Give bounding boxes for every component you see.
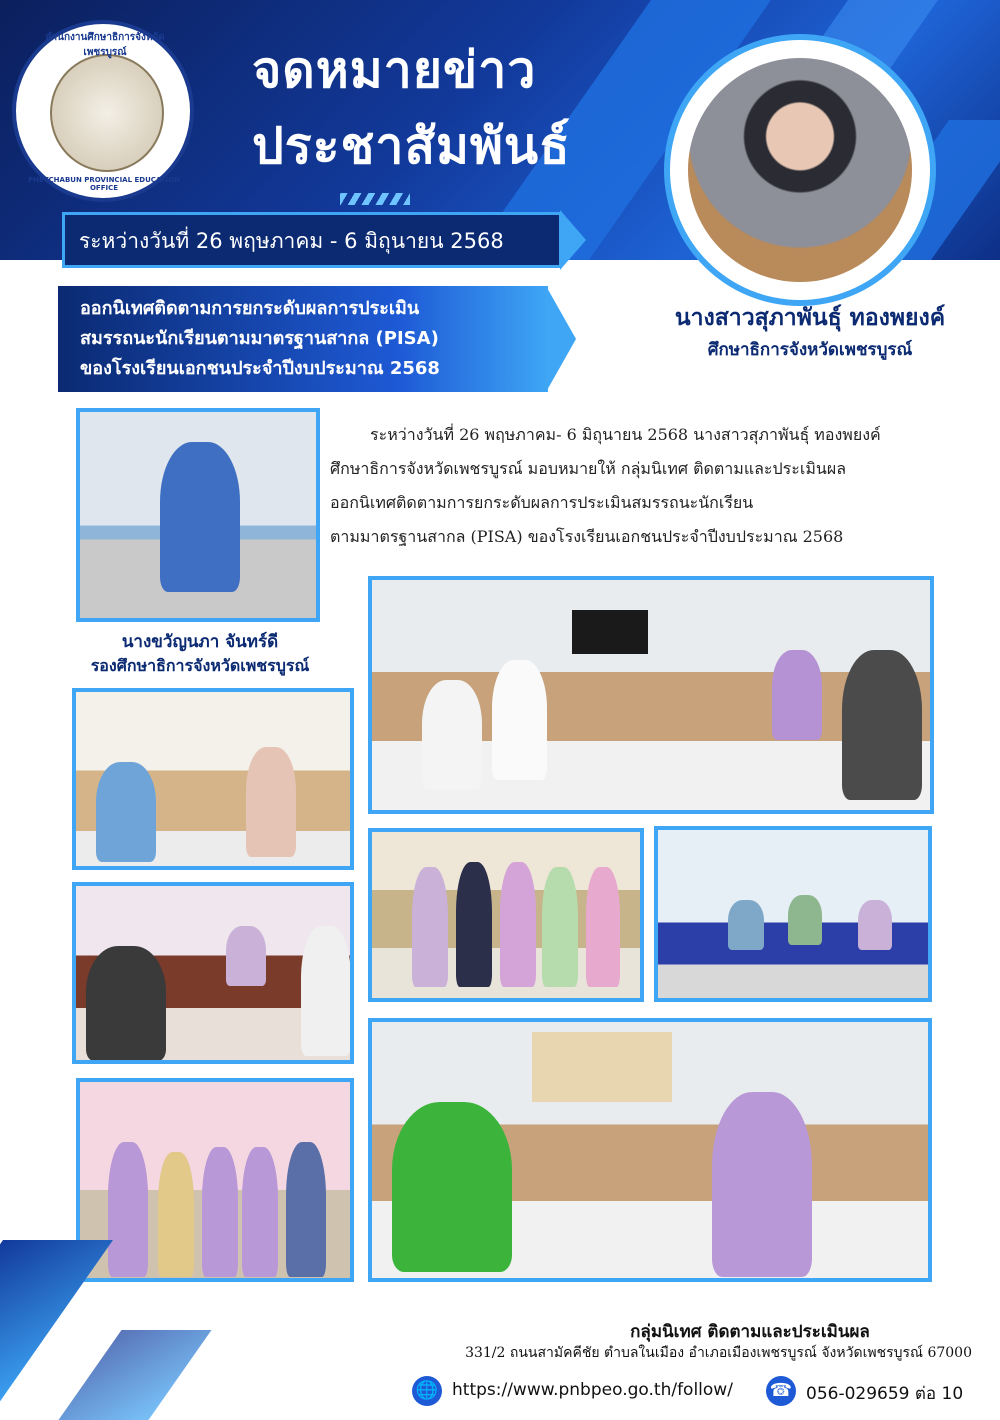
logo-text-en: PHETCHABUN PROVINCIAL EDUCATION OFFICE bbox=[28, 176, 180, 192]
topic-line-3: ของโรงเรียนเอกชนประจำปีงบประมาณ 2568 bbox=[80, 358, 440, 379]
meeting-photo-5 bbox=[368, 1018, 932, 1282]
topic-line-2: สมรรถนะนักเรียนตามมาตรฐานสากล (PISA) bbox=[80, 328, 439, 349]
person-figure bbox=[242, 1147, 278, 1277]
body-line-3: ออกนิเทศติดตามการยกระดับผลการประเมินสมรรถนะนักเรียน bbox=[330, 493, 754, 512]
person-figure bbox=[96, 762, 156, 862]
person-figure bbox=[202, 1147, 238, 1277]
person-figure bbox=[412, 867, 448, 987]
person-figure bbox=[492, 660, 547, 780]
person-figure bbox=[500, 862, 536, 987]
person-figure bbox=[586, 867, 620, 987]
phone-icon: ☎ bbox=[766, 1376, 796, 1406]
person-figure bbox=[858, 900, 892, 950]
footer-organization: กลุ่มนิเทศ ติดตามและประเมินผล bbox=[630, 1322, 870, 1342]
title-line-2: ประชาสัมพันธ์ bbox=[252, 117, 571, 175]
official-portrait-photo bbox=[688, 58, 912, 282]
body-line-4: ตามมาตรฐานสากล (PISA) ของโรงเรียนเอกชนประจำปีงบประมาณ 2568 bbox=[330, 527, 844, 546]
person-figure bbox=[286, 1142, 326, 1277]
person-figure bbox=[246, 747, 296, 857]
person-figure bbox=[86, 946, 166, 1061]
globe-icon: 🌐 bbox=[412, 1376, 442, 1406]
person-figure bbox=[108, 1142, 148, 1277]
date-range-banner: ระหว่างวันที่ 26 พฤษภาคม - 6 มิถุนายน 2568 bbox=[62, 212, 562, 268]
bulletin-board bbox=[532, 1032, 672, 1102]
group-photo-2 bbox=[76, 1078, 354, 1282]
arrow-icon bbox=[560, 210, 586, 270]
official-position: ศึกษาธิการจังหวัดเพชรบูรณ์ bbox=[707, 340, 913, 360]
body-line-1: ระหว่างวันที่ 26 พฤษภาคม- 6 มิถุนายน 2568 นางสาวสุภาพันธุ์ ทองพยงค์ bbox=[370, 425, 881, 444]
deputy-position: รองศึกษาธิการจังหวัดเพชรบูรณ์ bbox=[90, 656, 310, 675]
phone-number[interactable]: 056-029659 ต่อ 10 bbox=[806, 1384, 964, 1404]
meeting-photo-3 bbox=[654, 826, 932, 1002]
topic-line-1: ออกนิเทศติดตามการยกระดับผลการประเมิน bbox=[80, 298, 420, 319]
body-line-2: ศึกษาธิการจังหวัดเพชรบูรณ์ มอบหมายให้ กลุ่มนิเทศ ติดตามและประเมินผล bbox=[330, 459, 846, 478]
news-body bbox=[330, 418, 970, 554]
person-figure bbox=[772, 650, 822, 740]
person-figure bbox=[226, 926, 266, 986]
tv-screen bbox=[572, 610, 648, 654]
emblem-icon bbox=[50, 54, 164, 172]
deputy-name: นางขวัญนภา จันทร์ดี bbox=[121, 632, 279, 652]
meeting-photo-1 bbox=[368, 576, 934, 814]
person-figure bbox=[728, 900, 764, 950]
person-figure bbox=[392, 1102, 512, 1272]
person-figure bbox=[788, 895, 822, 945]
deputy-photo bbox=[76, 408, 320, 622]
person-figure bbox=[422, 680, 482, 790]
logo-text-th: สำนักงานศึกษาธิการจังหวัดเพชรบูรณ์ bbox=[45, 32, 165, 58]
person-figure bbox=[842, 650, 922, 800]
official-name: นางสาวสุภาพันธุ์ ทองพยงค์ bbox=[674, 305, 946, 331]
footer-address: 331/2 ถนนสามัคคีชัย ตำบลในเมือง อำเภอเมืองเพชรบูรณ์ จังหวัดเพชรบูรณ์ 67000 bbox=[465, 1345, 972, 1361]
title-line-1: จดหมายข่าว bbox=[252, 41, 537, 99]
group-photo-1 bbox=[368, 828, 644, 1002]
arrow-icon bbox=[546, 286, 576, 392]
meeting-photo-4 bbox=[72, 882, 354, 1064]
topic-banner bbox=[58, 286, 548, 392]
person-figure bbox=[160, 442, 240, 592]
person-figure bbox=[542, 867, 578, 987]
person-figure bbox=[456, 862, 492, 987]
person-figure bbox=[158, 1152, 194, 1277]
person-figure bbox=[712, 1092, 812, 1277]
website-link[interactable]: https://www.pnbpeo.go.th/follow/ bbox=[452, 1380, 733, 1400]
person-figure bbox=[301, 926, 351, 1056]
decorative-hatch bbox=[340, 193, 410, 205]
meeting-photo-2 bbox=[72, 688, 354, 870]
